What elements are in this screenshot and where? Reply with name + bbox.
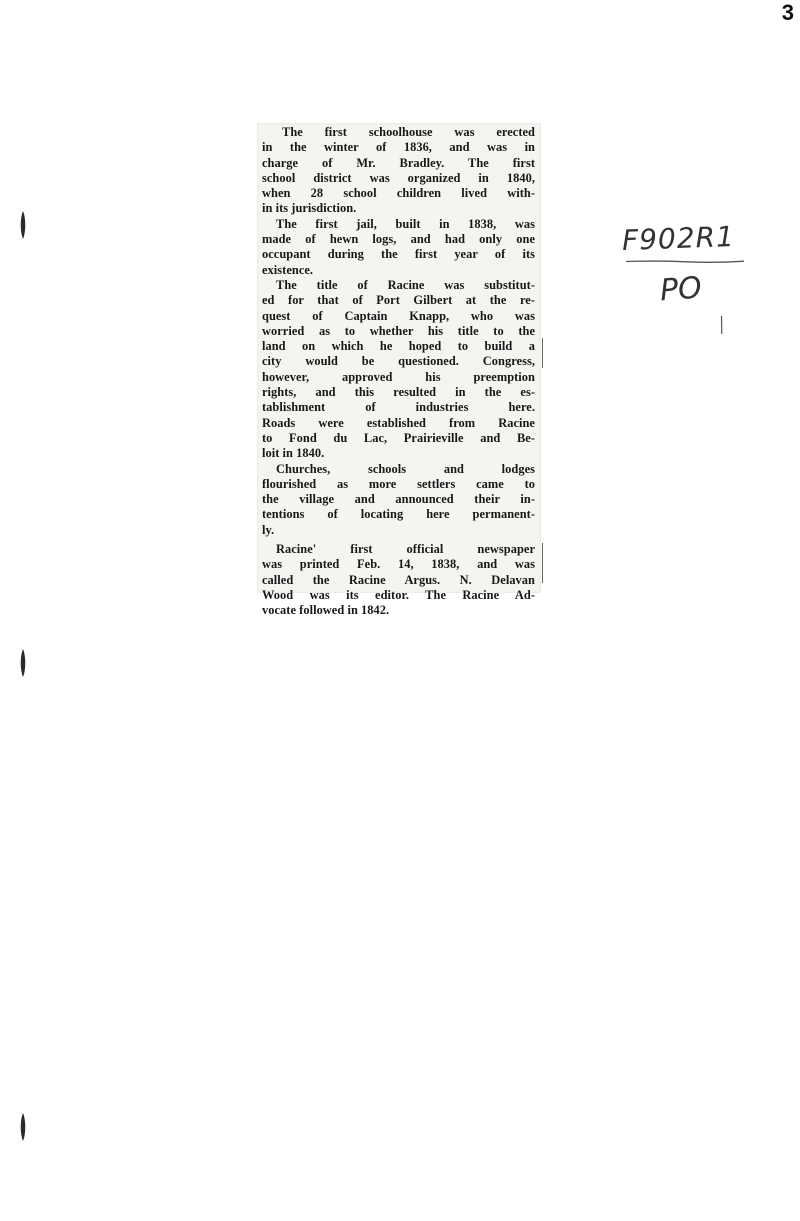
text-line: when 28 school children lived with- xyxy=(262,186,535,201)
handwritten-underline xyxy=(626,260,744,263)
text-line: rights, and this resulted in the es- xyxy=(262,385,535,400)
text-line: flourished as more settlers came to xyxy=(262,476,535,491)
text-line: Roads were established from Racine xyxy=(262,415,535,430)
text-line: made of hewn logs, and had only one xyxy=(262,232,535,247)
text-line: to Fond du Lac, Prairieville and Be- xyxy=(262,430,535,445)
text-line: quest of Captain Knapp, who was xyxy=(262,308,535,323)
paragraph-racine-title xyxy=(262,278,535,462)
text-line: charge of Mr. Bradley. The first xyxy=(262,155,535,170)
text-line: city would be questioned. Congress, xyxy=(262,354,535,369)
text-line: was printed Feb. 14, 1838, and was xyxy=(262,557,535,572)
text-line: ed for that of Port Gilbert at the re- xyxy=(262,293,535,308)
text-line: school district was organized in 1840, xyxy=(262,170,535,185)
binding-hole-mark-icon xyxy=(19,1112,27,1142)
text-line: ly. xyxy=(262,522,275,537)
paragraph-newspaper xyxy=(262,542,535,618)
paragraph-schoolhouse xyxy=(262,125,535,217)
text-line: worried as to whether his title to the xyxy=(262,323,535,338)
text-line: The first schoolhouse was erected xyxy=(282,125,535,139)
text-line: The title of Racine was substitut- xyxy=(276,277,535,292)
text-line: tentions of locating here permanent- xyxy=(262,507,535,522)
binding-hole-mark-icon xyxy=(19,210,27,240)
text-line: loit in 1840. xyxy=(262,446,325,461)
binding-hole-mark-icon xyxy=(19,648,27,678)
text-line: however, approved his preemption xyxy=(262,369,535,384)
clipping-edge-line xyxy=(542,543,544,583)
text-line: called the Racine Argus. N. Delavan xyxy=(262,572,535,587)
clipping-edge-line xyxy=(542,338,544,368)
text-line: Churches, schools and lodges xyxy=(276,461,535,476)
text-line: the village and announced their in- xyxy=(262,492,535,507)
text-line: land on which he hoped to build a xyxy=(262,339,535,354)
text-line: occupant during the first year of its xyxy=(262,247,535,262)
paragraph-jail xyxy=(262,217,535,278)
text-line: Racine' first official newspaper xyxy=(276,542,535,557)
text-line: tablishment of industries here. xyxy=(262,400,535,415)
text-line: Wood was its editor. The Racine Ad- xyxy=(262,587,535,602)
text-line: in the winter of 1836, and was in xyxy=(262,140,535,155)
paragraph-churches xyxy=(262,462,535,538)
text-line: vocate followed in 1842. xyxy=(262,603,390,618)
clipping-text xyxy=(262,125,535,619)
page-number: 3 xyxy=(781,0,794,25)
text-line: in its jurisdiction. xyxy=(262,201,357,216)
handwritten-call-number: F902R1 xyxy=(621,220,736,257)
text-line: existence. xyxy=(262,262,314,277)
text-line: The first jail, built in 1838, was xyxy=(276,216,535,231)
newspaper-clipping xyxy=(257,123,541,618)
handwritten-sub-note: PO xyxy=(658,270,703,309)
handwritten-tick-mark xyxy=(720,316,723,334)
